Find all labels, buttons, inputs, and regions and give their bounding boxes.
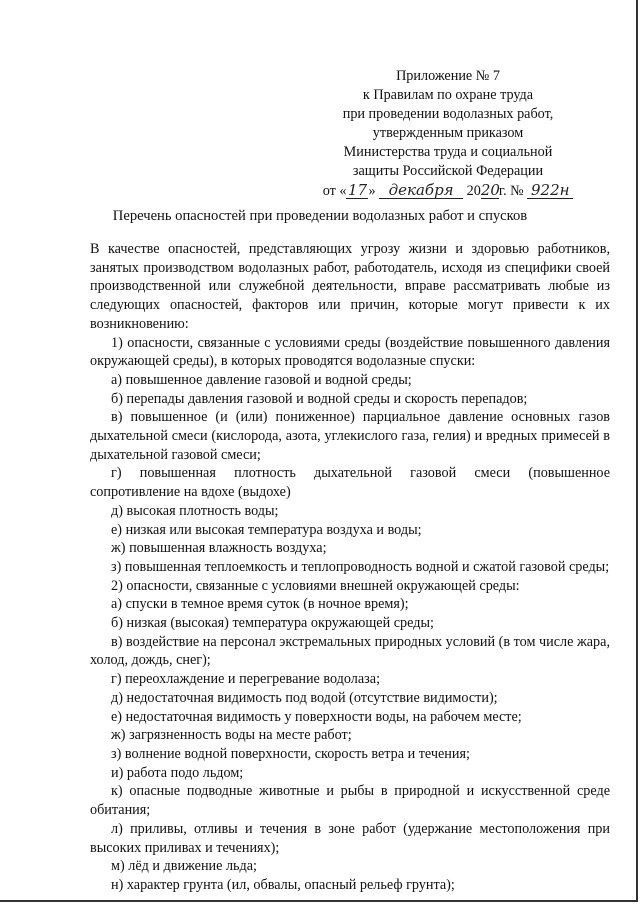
order-date-line	[300, 182, 596, 201]
list-item: а) спуски в темное время суток (в ночное время);	[111, 596, 409, 613]
list-item: м) лёд и движение льда;	[111, 858, 257, 875]
appendix-line: Министерства труда и социальной	[343, 144, 553, 160]
list-item: г) переохлаждение и перегревание водолаза;	[111, 671, 381, 688]
list-item: д) недостаточная видимость под водой (отсутствие видимости);	[111, 689, 498, 706]
order-from: от «	[322, 183, 347, 199]
page-title: Перечень опасностей при проведении водолазных работ и спусков	[112, 208, 528, 224]
appendix-header	[300, 67, 596, 201]
order-day: 17	[347, 181, 368, 199]
appendix-title: Приложение № 7	[396, 68, 500, 84]
order-year-prefix: 20	[466, 183, 481, 199]
order-close-quote: »	[368, 183, 376, 199]
list-item: к) опасные подводные животные и рыбы в природной и искусственной среде обитания;	[90, 783, 610, 819]
appendix-line: утвержденным приказом	[372, 125, 524, 141]
list-item: ж) повышенная влажность воздуха;	[111, 540, 327, 557]
list-item: б) перепады давления газовой и водной среды и скорость перепадов;	[111, 390, 528, 407]
list-item: ж) загрязненность воды на месте работ;	[111, 727, 352, 744]
list-item: в) повышенное (и (или) пониженное) парциальное давление основных газов дыхательной смеси (кислорода, азота, углекислого газа, гелия) и вредных примесей в дыхательной газовой смеси;	[90, 409, 610, 463]
list-item: з) волнение водной поверхности, скорость ветра и течения;	[111, 745, 470, 762]
order-month: декабря	[379, 182, 463, 199]
list-item: в) воздействие на персонал экстремальных природных условий (в том числе жара, холод, дождь, снег);	[90, 633, 610, 669]
list-item: г) повышенная плотность дыхательной газовой смеси (повышенное сопротивление на вдохе (выдохе)	[90, 465, 610, 501]
list-item: е) низкая или высокая температура воздуха и воды;	[111, 521, 422, 538]
appendix-line: защиты Российской Федерации	[352, 163, 544, 179]
list-item: н) характер грунта (ил, обвалы, опасный рельеф грунта);	[111, 876, 455, 893]
list-item: е) недостаточная видимость у поверхности воды, на рабочем месте;	[111, 708, 522, 725]
list-item: л) приливы, отливы и течения в зоне работ (удержание местоположения при высоких приливах и течениях);	[90, 820, 610, 856]
list-item: б) низкая (высокая) температура окружающей среды;	[111, 615, 434, 632]
order-year-label: г. №	[498, 183, 524, 199]
order-number: 922н	[527, 182, 573, 199]
appendix-line: при проведении водолазных работ,	[342, 106, 554, 122]
appendix-line: к Правилам по охране труда	[362, 87, 534, 103]
list-item: и) работа подо льдом;	[111, 764, 244, 781]
list-item: 1) опасности, связанные с условиями среды (воздействие повышенного давления окружающей среды), в которых проводятся водолазные спуски:	[90, 334, 610, 370]
list-item: а) повышенное давление газовой и водной среды;	[111, 371, 412, 388]
list-item: д) высокая плотность воды;	[111, 502, 279, 519]
intro-paragraph: В качестве опасностей, представляющих угрозу жизни и здоровью работников, занятых производством водолазных работ, работодатель, исходя из специфики своей производственной или служебной деятельности, вправе рассматривать любые из следующих опасностей, факторов или причин, которые могут привести к их возникновению:	[90, 241, 610, 332]
document-body	[90, 240, 610, 895]
order-year-suffix: 20	[480, 181, 500, 199]
list-item: з) повышенная теплоемкость и теплопроводность водной и сжатой газовой среды;	[111, 558, 610, 575]
list-item: 2) опасности, связанные с условиями внешней окружающей среды:	[111, 577, 520, 594]
